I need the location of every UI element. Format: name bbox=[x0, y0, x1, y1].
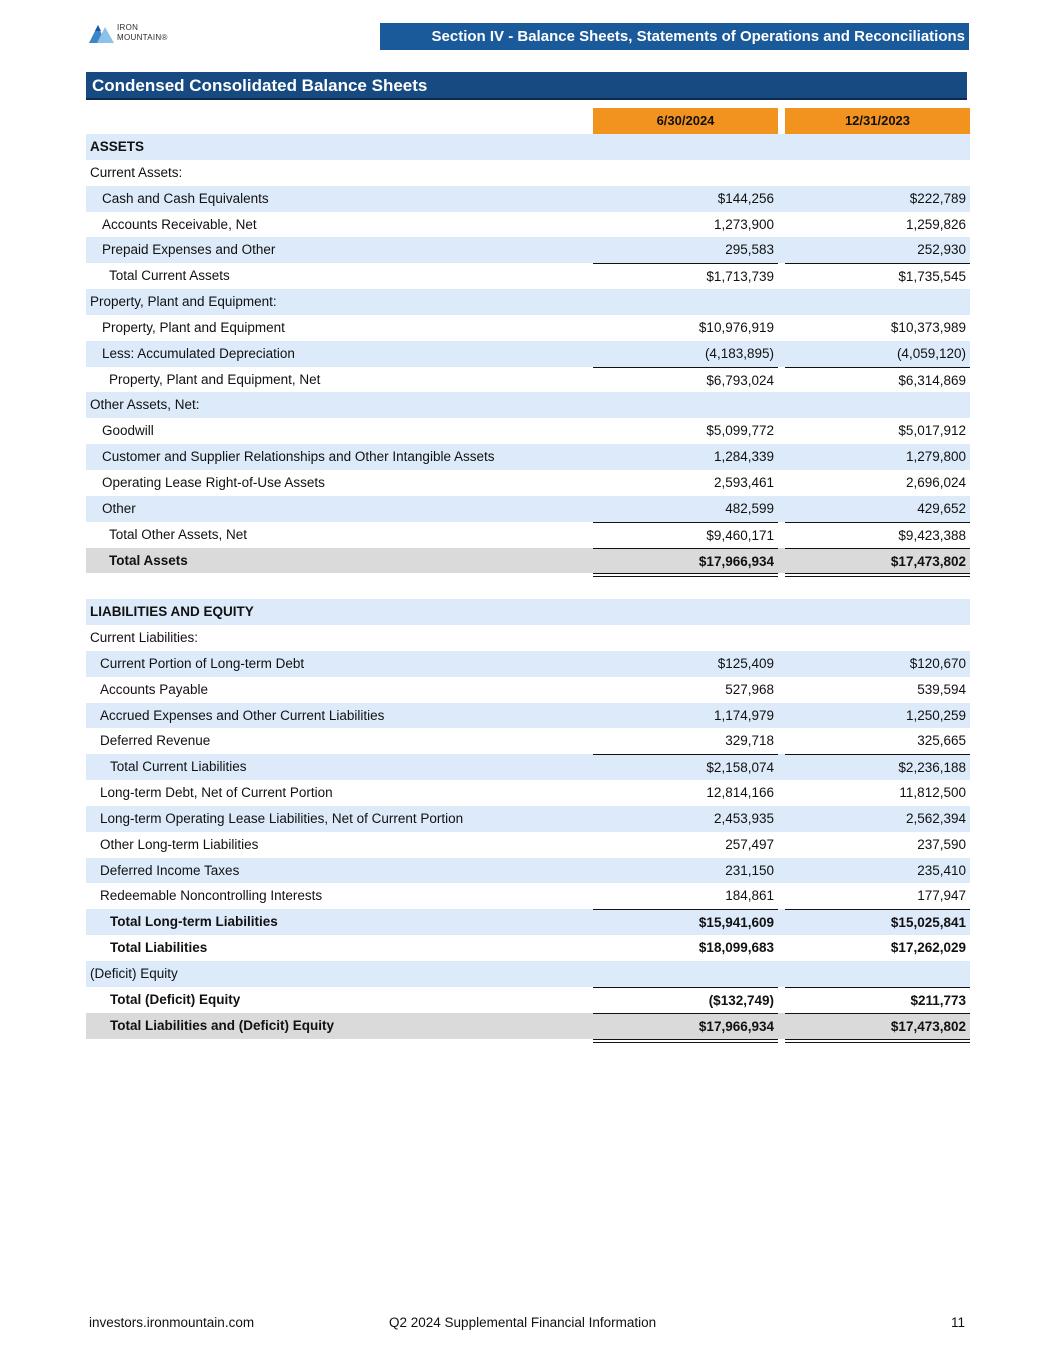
table-row bbox=[86, 548, 970, 574]
table-row bbox=[86, 987, 970, 1013]
table-row bbox=[86, 780, 970, 806]
row-label: Other bbox=[102, 500, 136, 516]
value-prior: (4,059,120) bbox=[896, 345, 966, 361]
table-row bbox=[86, 728, 970, 754]
table-row bbox=[86, 212, 970, 238]
row-label: Cash and Cash Equivalents bbox=[102, 190, 269, 206]
value-prior: $6,314,869 bbox=[785, 367, 970, 393]
value-current: ($132,749) bbox=[593, 987, 778, 1013]
footer-report-title: Q2 2024 Supplemental Financial Information bbox=[389, 1315, 657, 1330]
table-row bbox=[86, 935, 970, 961]
column-header-current: 6/30/2024 bbox=[593, 108, 778, 135]
table-row bbox=[86, 858, 970, 884]
row-label: Long-term Debt, Net of Current Portion bbox=[100, 785, 333, 801]
row-label: Total Other Assets, Net bbox=[109, 526, 248, 542]
row-label: Property, Plant and Equipment bbox=[102, 319, 285, 335]
value-current: $18,099,683 bbox=[698, 940, 774, 956]
row-label: Other Long-term Liabilities bbox=[100, 836, 259, 852]
value-current: $10,976,919 bbox=[698, 319, 774, 335]
value-current: $6,793,024 bbox=[593, 367, 778, 393]
table-title: Condensed Consolidated Balance Sheets bbox=[86, 72, 967, 100]
value-prior: $222,789 bbox=[909, 190, 966, 206]
value-current: $17,966,934 bbox=[593, 1013, 778, 1039]
row-label: Current Portion of Long-term Debt bbox=[100, 655, 305, 671]
value-current: 329,718 bbox=[725, 733, 774, 749]
table-row bbox=[86, 341, 970, 367]
row-label: LIABILITIES AND EQUITY bbox=[90, 604, 254, 620]
row-label: (Deficit) Equity bbox=[90, 966, 178, 981]
logo-text-line1: IRON bbox=[117, 23, 139, 32]
row-label: Property, Plant and Equipment: bbox=[90, 294, 277, 310]
value-prior: 1,279,800 bbox=[905, 449, 966, 465]
table-row bbox=[86, 832, 970, 858]
value-prior: $17,262,029 bbox=[890, 940, 966, 956]
value-prior: $2,236,188 bbox=[785, 754, 970, 780]
value-prior: $211,773 bbox=[785, 987, 970, 1013]
row-label: Current Liabilities: bbox=[90, 630, 199, 646]
value-prior: $5,017,912 bbox=[898, 423, 966, 439]
table-row bbox=[86, 289, 970, 315]
row-label: Total Liabilities bbox=[110, 940, 208, 956]
value-prior: 237,590 bbox=[917, 836, 966, 852]
value-current: 295,583 bbox=[725, 242, 774, 258]
table-row bbox=[86, 392, 970, 418]
row-label: Total Long-term Liabilities bbox=[110, 914, 278, 930]
mountain-logo-icon bbox=[89, 21, 115, 45]
table-row bbox=[86, 496, 970, 522]
value-prior: $10,373,989 bbox=[890, 319, 966, 335]
value-current: 257,497 bbox=[725, 836, 774, 852]
table-row bbox=[86, 961, 970, 987]
value-current: (4,183,895) bbox=[704, 345, 774, 361]
value-prior: 11,812,500 bbox=[899, 785, 966, 801]
table-row bbox=[86, 186, 970, 212]
row-label: Customer and Supplier Relationships and Other Intangible Assets bbox=[102, 449, 495, 465]
value-prior: $1,735,545 bbox=[785, 263, 970, 289]
table-row bbox=[86, 909, 970, 935]
value-current: $9,460,171 bbox=[593, 522, 778, 548]
row-label: Property, Plant and Equipment, Net bbox=[109, 371, 321, 387]
value-prior: 325,665 bbox=[917, 733, 966, 749]
value-current: $144,256 bbox=[717, 190, 774, 206]
value-current: 1,174,979 bbox=[713, 707, 774, 723]
balance-sheet-table bbox=[86, 134, 970, 1039]
table-row bbox=[86, 625, 970, 651]
value-current: 2,593,461 bbox=[713, 474, 774, 490]
table-row bbox=[86, 703, 970, 729]
row-label: Total Current Assets bbox=[109, 268, 230, 284]
row-label: Goodwill bbox=[102, 423, 154, 439]
row-label: Accrued Expenses and Other Current Liabilities bbox=[100, 707, 385, 723]
value-prior: $17,473,802 bbox=[785, 1013, 970, 1039]
row-label: Other Assets, Net: bbox=[90, 397, 200, 413]
row-label: Redeemable Noncontrolling Interests bbox=[100, 888, 323, 904]
row-label: Operating Lease Right-of-Use Assets bbox=[102, 474, 325, 490]
table-row bbox=[86, 263, 970, 289]
value-prior: 1,259,826 bbox=[905, 216, 966, 232]
value-current: 231,150 bbox=[725, 862, 774, 878]
footer-website: investors.ironmountain.com bbox=[89, 1315, 255, 1330]
value-prior: 252,930 bbox=[917, 242, 966, 258]
value-prior: 2,696,024 bbox=[905, 474, 966, 490]
value-prior: 177,947 bbox=[917, 888, 966, 904]
value-current: 2,453,935 bbox=[713, 810, 774, 826]
table-row bbox=[86, 444, 970, 470]
row-label: Long-term Operating Lease Liabilities, Net of Current Portion bbox=[100, 810, 464, 826]
value-current: $2,158,074 bbox=[593, 754, 778, 780]
row-label: Total (Deficit) Equity bbox=[110, 991, 241, 1007]
value-current: 527,968 bbox=[725, 681, 774, 697]
value-prior: $9,423,388 bbox=[785, 522, 970, 548]
row-label: Current Assets: bbox=[90, 164, 183, 180]
row-label: Deferred Revenue bbox=[100, 733, 211, 749]
value-current: 482,599 bbox=[725, 500, 774, 516]
value-current: 1,273,900 bbox=[713, 216, 774, 232]
section-title: Section IV - Balance Sheets, Statements of Operations and Reconciliations bbox=[380, 23, 969, 50]
value-current: $15,941,609 bbox=[593, 909, 778, 935]
table-row bbox=[86, 883, 970, 909]
page-number: 11 bbox=[951, 1315, 966, 1330]
value-prior: 429,652 bbox=[917, 500, 966, 516]
row-label: Accounts Receivable, Net bbox=[102, 216, 257, 232]
table-row bbox=[86, 1013, 970, 1039]
table-row bbox=[86, 315, 970, 341]
row-label: Deferred Income Taxes bbox=[100, 862, 240, 878]
spacer-row bbox=[86, 573, 970, 599]
value-prior: 2,562,394 bbox=[905, 810, 966, 826]
value-current: 184,861 bbox=[725, 888, 774, 904]
row-label: Total Current Liabilities bbox=[110, 759, 247, 775]
value-prior: 1,250,259 bbox=[905, 707, 966, 723]
value-prior: $17,473,802 bbox=[785, 548, 970, 574]
row-label: Total Assets bbox=[109, 552, 188, 568]
table-row bbox=[86, 754, 970, 780]
column-header-prior: 12/31/2023 bbox=[785, 108, 970, 135]
row-label: Total Liabilities and (Deficit) Equity bbox=[110, 1017, 335, 1033]
value-current: $125,409 bbox=[717, 655, 774, 671]
value-prior: 539,594 bbox=[917, 681, 966, 697]
table-row bbox=[86, 599, 970, 625]
company-logo bbox=[89, 21, 189, 47]
table-row bbox=[86, 806, 970, 832]
value-current: 1,284,339 bbox=[713, 449, 774, 465]
row-label: Accounts Payable bbox=[100, 681, 209, 697]
value-prior: 235,410 bbox=[917, 862, 966, 878]
table-row bbox=[86, 470, 970, 496]
value-current: 12,814,166 bbox=[706, 785, 774, 801]
value-prior: $120,670 bbox=[909, 655, 966, 671]
table-row bbox=[86, 522, 970, 548]
row-label: ASSETS bbox=[90, 139, 145, 154]
table-row bbox=[86, 134, 970, 160]
value-current: $5,099,772 bbox=[706, 423, 774, 439]
row-label: Less: Accumulated Depreciation bbox=[102, 345, 295, 361]
row-label: Prepaid Expenses and Other bbox=[102, 242, 276, 258]
value-current: $17,966,934 bbox=[593, 548, 778, 574]
table-row bbox=[86, 677, 970, 703]
table-row bbox=[86, 160, 970, 186]
value-prior: $15,025,841 bbox=[785, 909, 970, 935]
table-row bbox=[86, 237, 970, 263]
table-row bbox=[86, 367, 970, 393]
table-row bbox=[86, 651, 970, 677]
table-row bbox=[86, 418, 970, 444]
value-current: $1,713,739 bbox=[593, 263, 778, 289]
logo-text-line2: MOUNTAIN® bbox=[117, 33, 168, 42]
